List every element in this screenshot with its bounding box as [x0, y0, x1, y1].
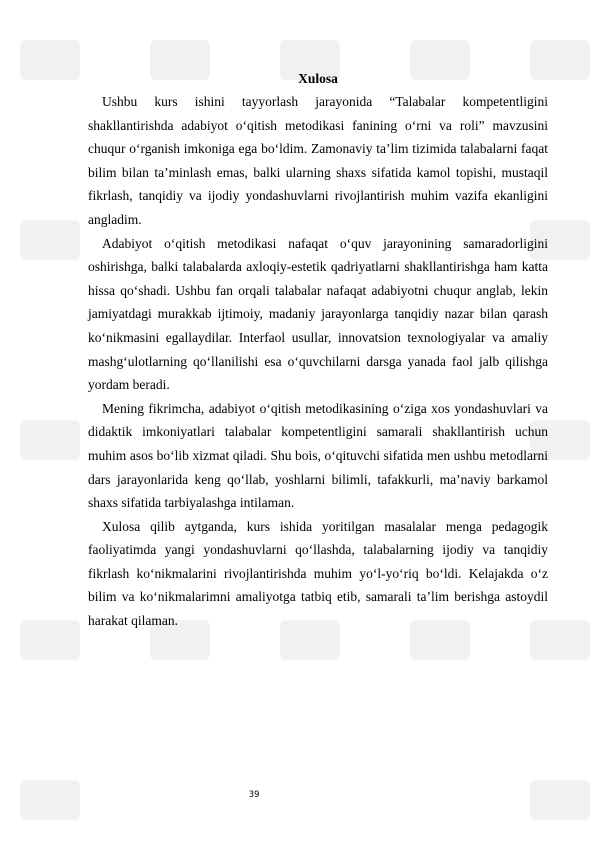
- page-number: 39: [248, 790, 260, 800]
- paragraph: Mening fikrimcha, adabiyot o‘qitish metodikasining o‘ziga xos yondashuvlari va didaktik imkoniyatlari talabalar kompetentligini samarali shakllantirish uchun muhim asos bo‘lib xizmat qiladi. Shu bois, o‘qituvchi sifatida men ushbu metodlarni dars jarayonlarida keng qo‘llab, yoshlarni bilimli, tafakkurli, ma’naviy barkamol shaxs sifatida tarbiyalashga intilaman.: [88, 400, 548, 511]
- body-text: [88, 90, 548, 633]
- page-title: Xulosa: [298, 71, 338, 86]
- paragraph: Xulosa qilib aytganda, kurs ishida yoritilgan masalalar menga pedagogik faoliyatimda yangi yondashuvlarni qo‘llashda, talabalarning ijodiy va tanqidiy fikrlash ko‘nikmalarini rivojlantirishda muhim yo‘l-yo‘riq bo‘ldi. Kelajakda o‘z bilim va ko‘nikmalarimni amaliyotga tatbiq etib, samarali ta’lim berishga astoydil harakat qilaman.: [88, 518, 548, 629]
- paragraph: Ushbu kurs ishini tayyorlash jarayonida “Talabalar kompetentligini shakllantirishda adabiyot o‘qitish metodikasi fanining o‘rni va roli” mavzusini chuqur o‘rganish imkoniga ega bo‘ldim. Zamonaviy ta’lim tizimida talabalarni faqat bilim bilan ta’minlash emas, balki ularning shaxs sifatida kamol topishi, mustaqil fikrlash, tanqidiy va ijodiy yondashuvlarni rivojlantirish muhim vazifa ekanligini angladim.: [88, 94, 548, 227]
- paragraph: Adabiyot o‘qitish metodikasi nafaqat o‘quv jarayonining samaradorligini oshirishga, balki talabalarda axloqiy-estetik qadriyatlarni shakllantirishga ham katta hissa qo‘shadi. Ushbu fan orqali talabalar nafaqat adabiyotni chuqur anglab, lekin jamiyatdagi murakkab ijtimoiy, madaniy jarayonlarga tanqidiy nazar bilan qarash ko‘nikmasini egallaydilar. Interfaol usullar, innovatsion texnologiyalar va amaliy mashg‘ulotlarning qo‘llanilishi esa o‘quvchilarni darsga yanada faol jalb qilishga yordam beradi.: [88, 235, 548, 393]
